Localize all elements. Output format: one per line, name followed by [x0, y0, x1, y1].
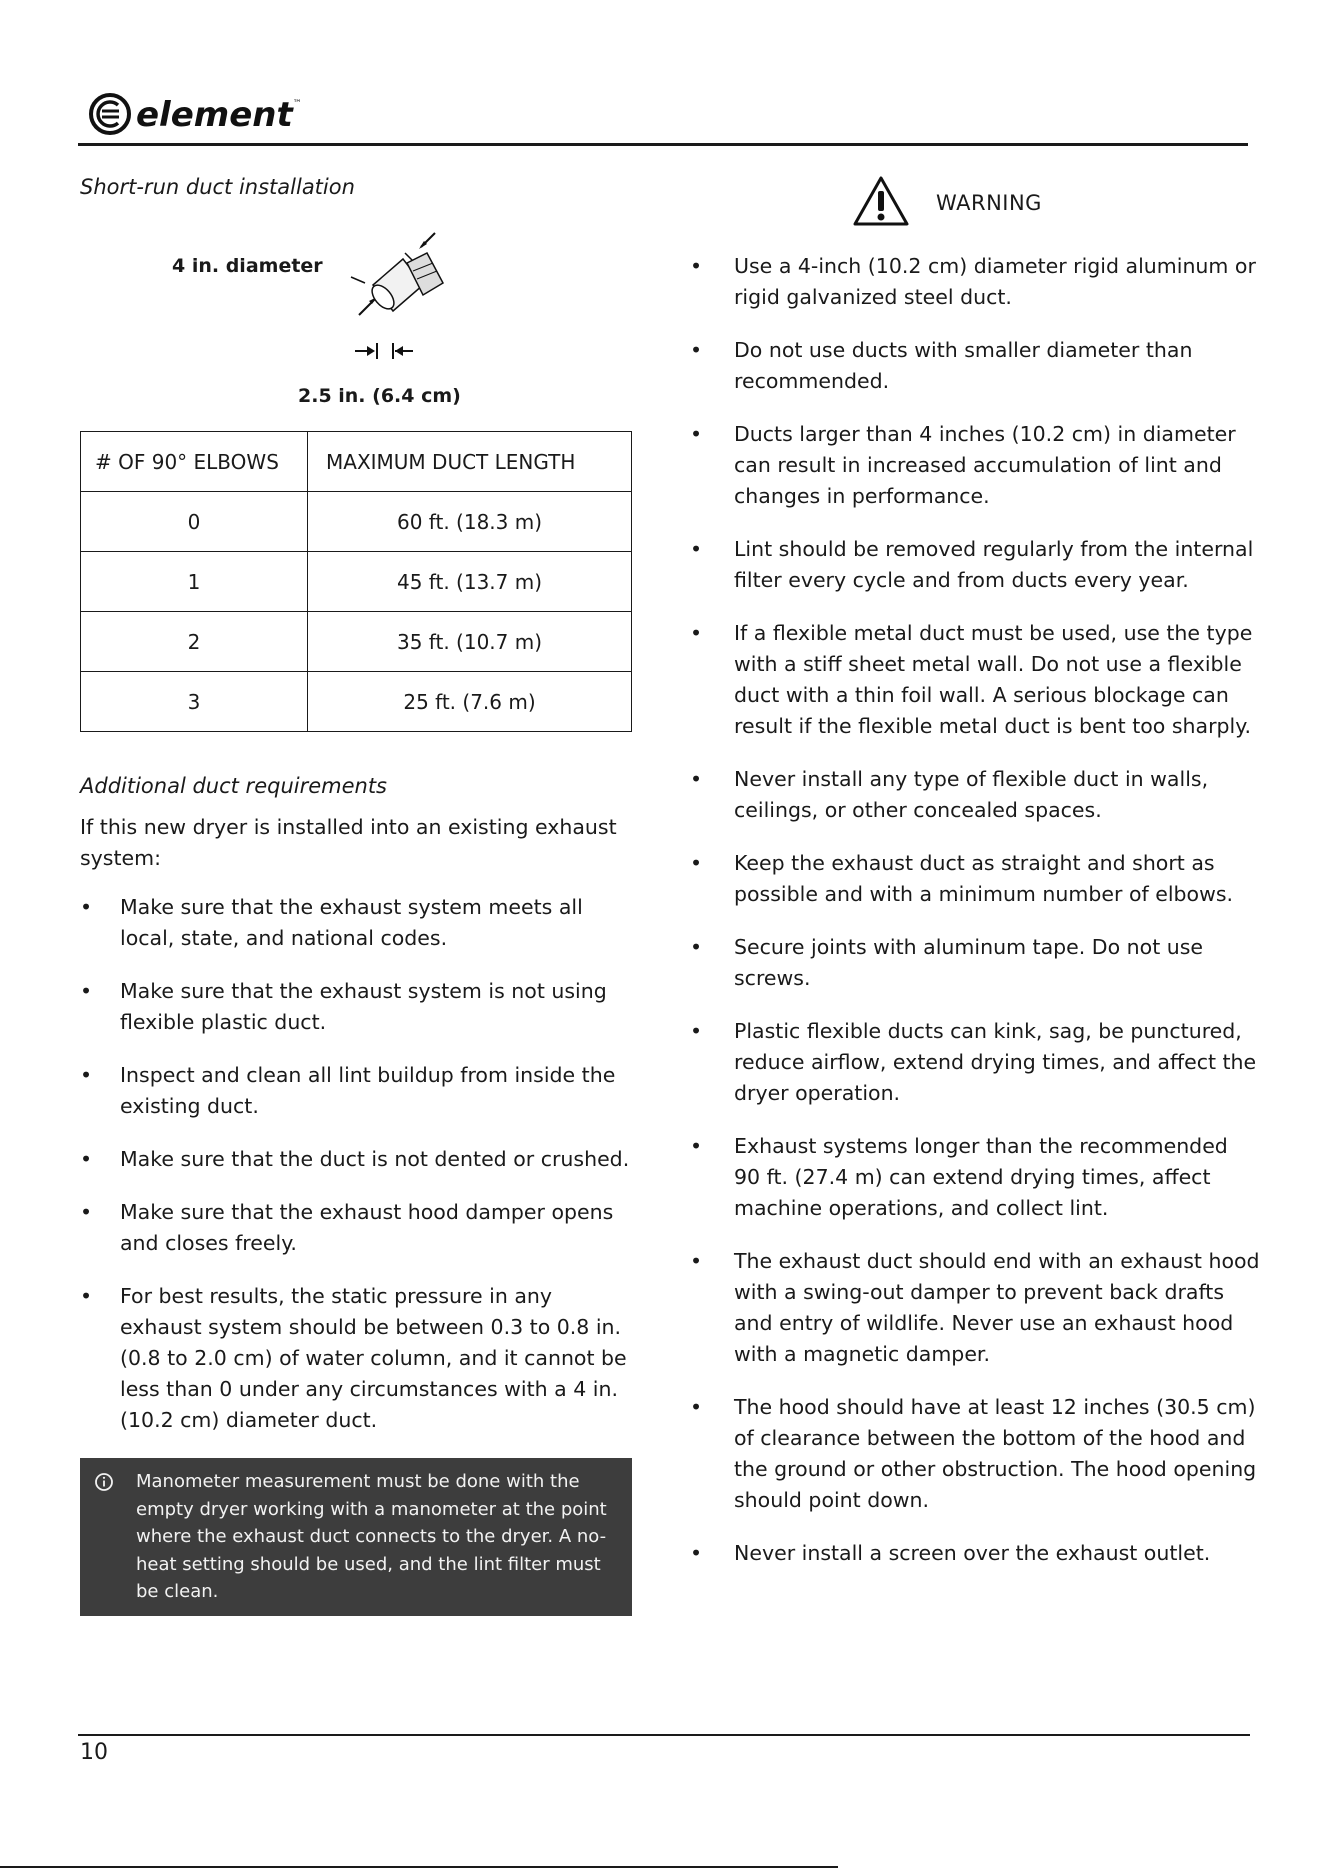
page-number: 10 [80, 1740, 108, 1765]
bullet-icon: • [690, 851, 703, 875]
warning-label: WARNING [936, 191, 1042, 215]
table-row [81, 552, 632, 612]
duct-length-table [80, 431, 632, 732]
table-cell: 3 [81, 672, 308, 732]
list-item: • Ducts larger than 4 inches (10.2 cm) in diameter can result in increased accumulation of lint and changes in performance. [690, 419, 1260, 512]
table-row [81, 492, 632, 552]
header-divider [78, 143, 1248, 146]
table-row [81, 612, 632, 672]
table-cell: 1 [81, 552, 308, 612]
duct-diagram [80, 203, 640, 413]
bullet-icon: • [80, 1147, 93, 1171]
bullet-icon: • [690, 1134, 703, 1158]
list-item: • Exhaust systems longer than the recommended 90 ft. (27.4 m) can extend drying times, affect machine operations, and collect lint. [690, 1131, 1260, 1224]
page-edge-divider [0, 1866, 838, 1868]
list-item: • Inspect and clean all lint buildup from inside the existing duct. [80, 1060, 640, 1122]
left-bullet-list [80, 892, 640, 1436]
info-icon [94, 1472, 114, 1492]
bullet-icon: • [690, 767, 703, 791]
list-item: • Make sure that the exhaust hood damper opens and closes freely. [80, 1197, 640, 1259]
table-cell: 2 [81, 612, 308, 672]
trademark-symbol: ™ [292, 99, 302, 109]
list-item: • The exhaust duct should end with an exhaust hood with a swing-out damper to prevent back drafts and entry of wildlife. Never use an exhaust hood with a magnetic damper. [690, 1246, 1260, 1370]
list-item: • Make sure that the exhaust system is not using flexible plastic duct. [80, 976, 640, 1038]
bullet-icon: • [690, 537, 703, 561]
bullet-icon: • [690, 621, 703, 645]
brand-logo [88, 90, 302, 140]
list-item: • Do not use ducts with smaller diameter than recommended. [690, 335, 1260, 397]
short-run-title: Short-run duct installation [80, 175, 355, 199]
list-item: • The hood should have at least 12 inches (30.5 cm) of clearance between the bottom of the hood and the ground or other obstruction. The hood opening should point down. [690, 1392, 1260, 1516]
list-item: • Never install a screen over the exhaust outlet. [690, 1538, 1260, 1569]
bullet-icon: • [690, 1541, 703, 1565]
left-column [80, 175, 640, 1616]
element-logo-icon [88, 90, 302, 140]
note-box [80, 1458, 632, 1616]
additional-requirements-title: Additional duct requirements [80, 774, 388, 798]
warning-header [690, 175, 1260, 235]
bullet-icon: • [690, 422, 703, 446]
note-text: Manometer measurement must be done with the empty dryer working with a manometer at the point where the exhaust duct connects to the dryer. A no-heat setting should be used, and the lint filter must be clean. [136, 1471, 607, 1602]
table-cell: 60 ft. (18.3 m) [308, 492, 632, 552]
table-cell: 35 ft. (10.7 m) [308, 612, 632, 672]
table-header: # OF 90° ELBOWS [81, 432, 308, 492]
list-item: • Secure joints with aluminum tape. Do not use screws. [690, 932, 1260, 994]
bullet-icon: • [80, 895, 93, 919]
table-cell: 45 ft. (13.7 m) [308, 552, 632, 612]
bullet-icon: • [690, 254, 703, 278]
list-item: • Plastic flexible ducts can kink, sag, be punctured, reduce airflow, extend drying times, and affect the dryer operation. [690, 1016, 1260, 1109]
table-cell: 25 ft. (7.6 m) [308, 672, 632, 732]
table-header-row [81, 432, 632, 492]
logo-wordmark: element™ [136, 95, 302, 135]
list-item: • Lint should be removed regularly from the internal filter every cycle and from ducts every year. [690, 534, 1260, 596]
table-cell: 0 [81, 492, 308, 552]
right-column [690, 175, 1260, 1591]
bullet-icon: • [80, 1284, 93, 1308]
bullet-icon: • [690, 935, 703, 959]
list-item: • For best results, the static pressure in any exhaust system should be between 0.3 to 0.8 in. (0.8 to 2.0 cm) of water column, and it cannot be less than 0 under any circumstances with a 4 in. (10.2 cm) diameter duct. [80, 1281, 640, 1436]
bullet-icon: • [690, 338, 703, 362]
exhaust-hood-illustration-icon [295, 223, 435, 363]
footer-divider [78, 1734, 1250, 1736]
bullet-icon: • [690, 1019, 703, 1043]
table-header: MAXIMUM DUCT LENGTH [308, 432, 632, 492]
bullet-icon: • [80, 1200, 93, 1224]
warning-triangle-icon [852, 175, 910, 227]
diameter-label: 4 in. diameter [172, 255, 323, 277]
bullet-icon: • [690, 1395, 703, 1419]
list-item: • Make sure that the duct is not dented or crushed. [80, 1144, 640, 1175]
table-row [81, 672, 632, 732]
list-item: • Make sure that the exhaust system meets all local, state, and national codes. [80, 892, 640, 954]
bullet-icon: • [80, 979, 93, 1003]
list-item: • Never install any type of flexible duct in walls, ceilings, or other concealed spaces. [690, 764, 1260, 826]
warning-bullet-list [690, 251, 1260, 1569]
list-item: • If a flexible metal duct must be used, use the type with a stiff sheet metal wall. Do not use a flexible duct with a thin foil wall. A serious blockage can result if the flexible metal duct is bent too sharply. [690, 618, 1260, 742]
bullet-icon: • [690, 1249, 703, 1273]
bullet-icon: • [80, 1063, 93, 1087]
list-item: • Keep the exhaust duct as straight and short as possible and with a minimum number of elbows. [690, 848, 1260, 910]
list-item: • Use a 4-inch (10.2 cm) diameter rigid aluminum or rigid galvanized steel duct. [690, 251, 1260, 313]
intro-text: If this new dryer is installed into an existing exhaust system: [80, 815, 617, 870]
depth-label: 2.5 in. (6.4 cm) [298, 385, 461, 407]
